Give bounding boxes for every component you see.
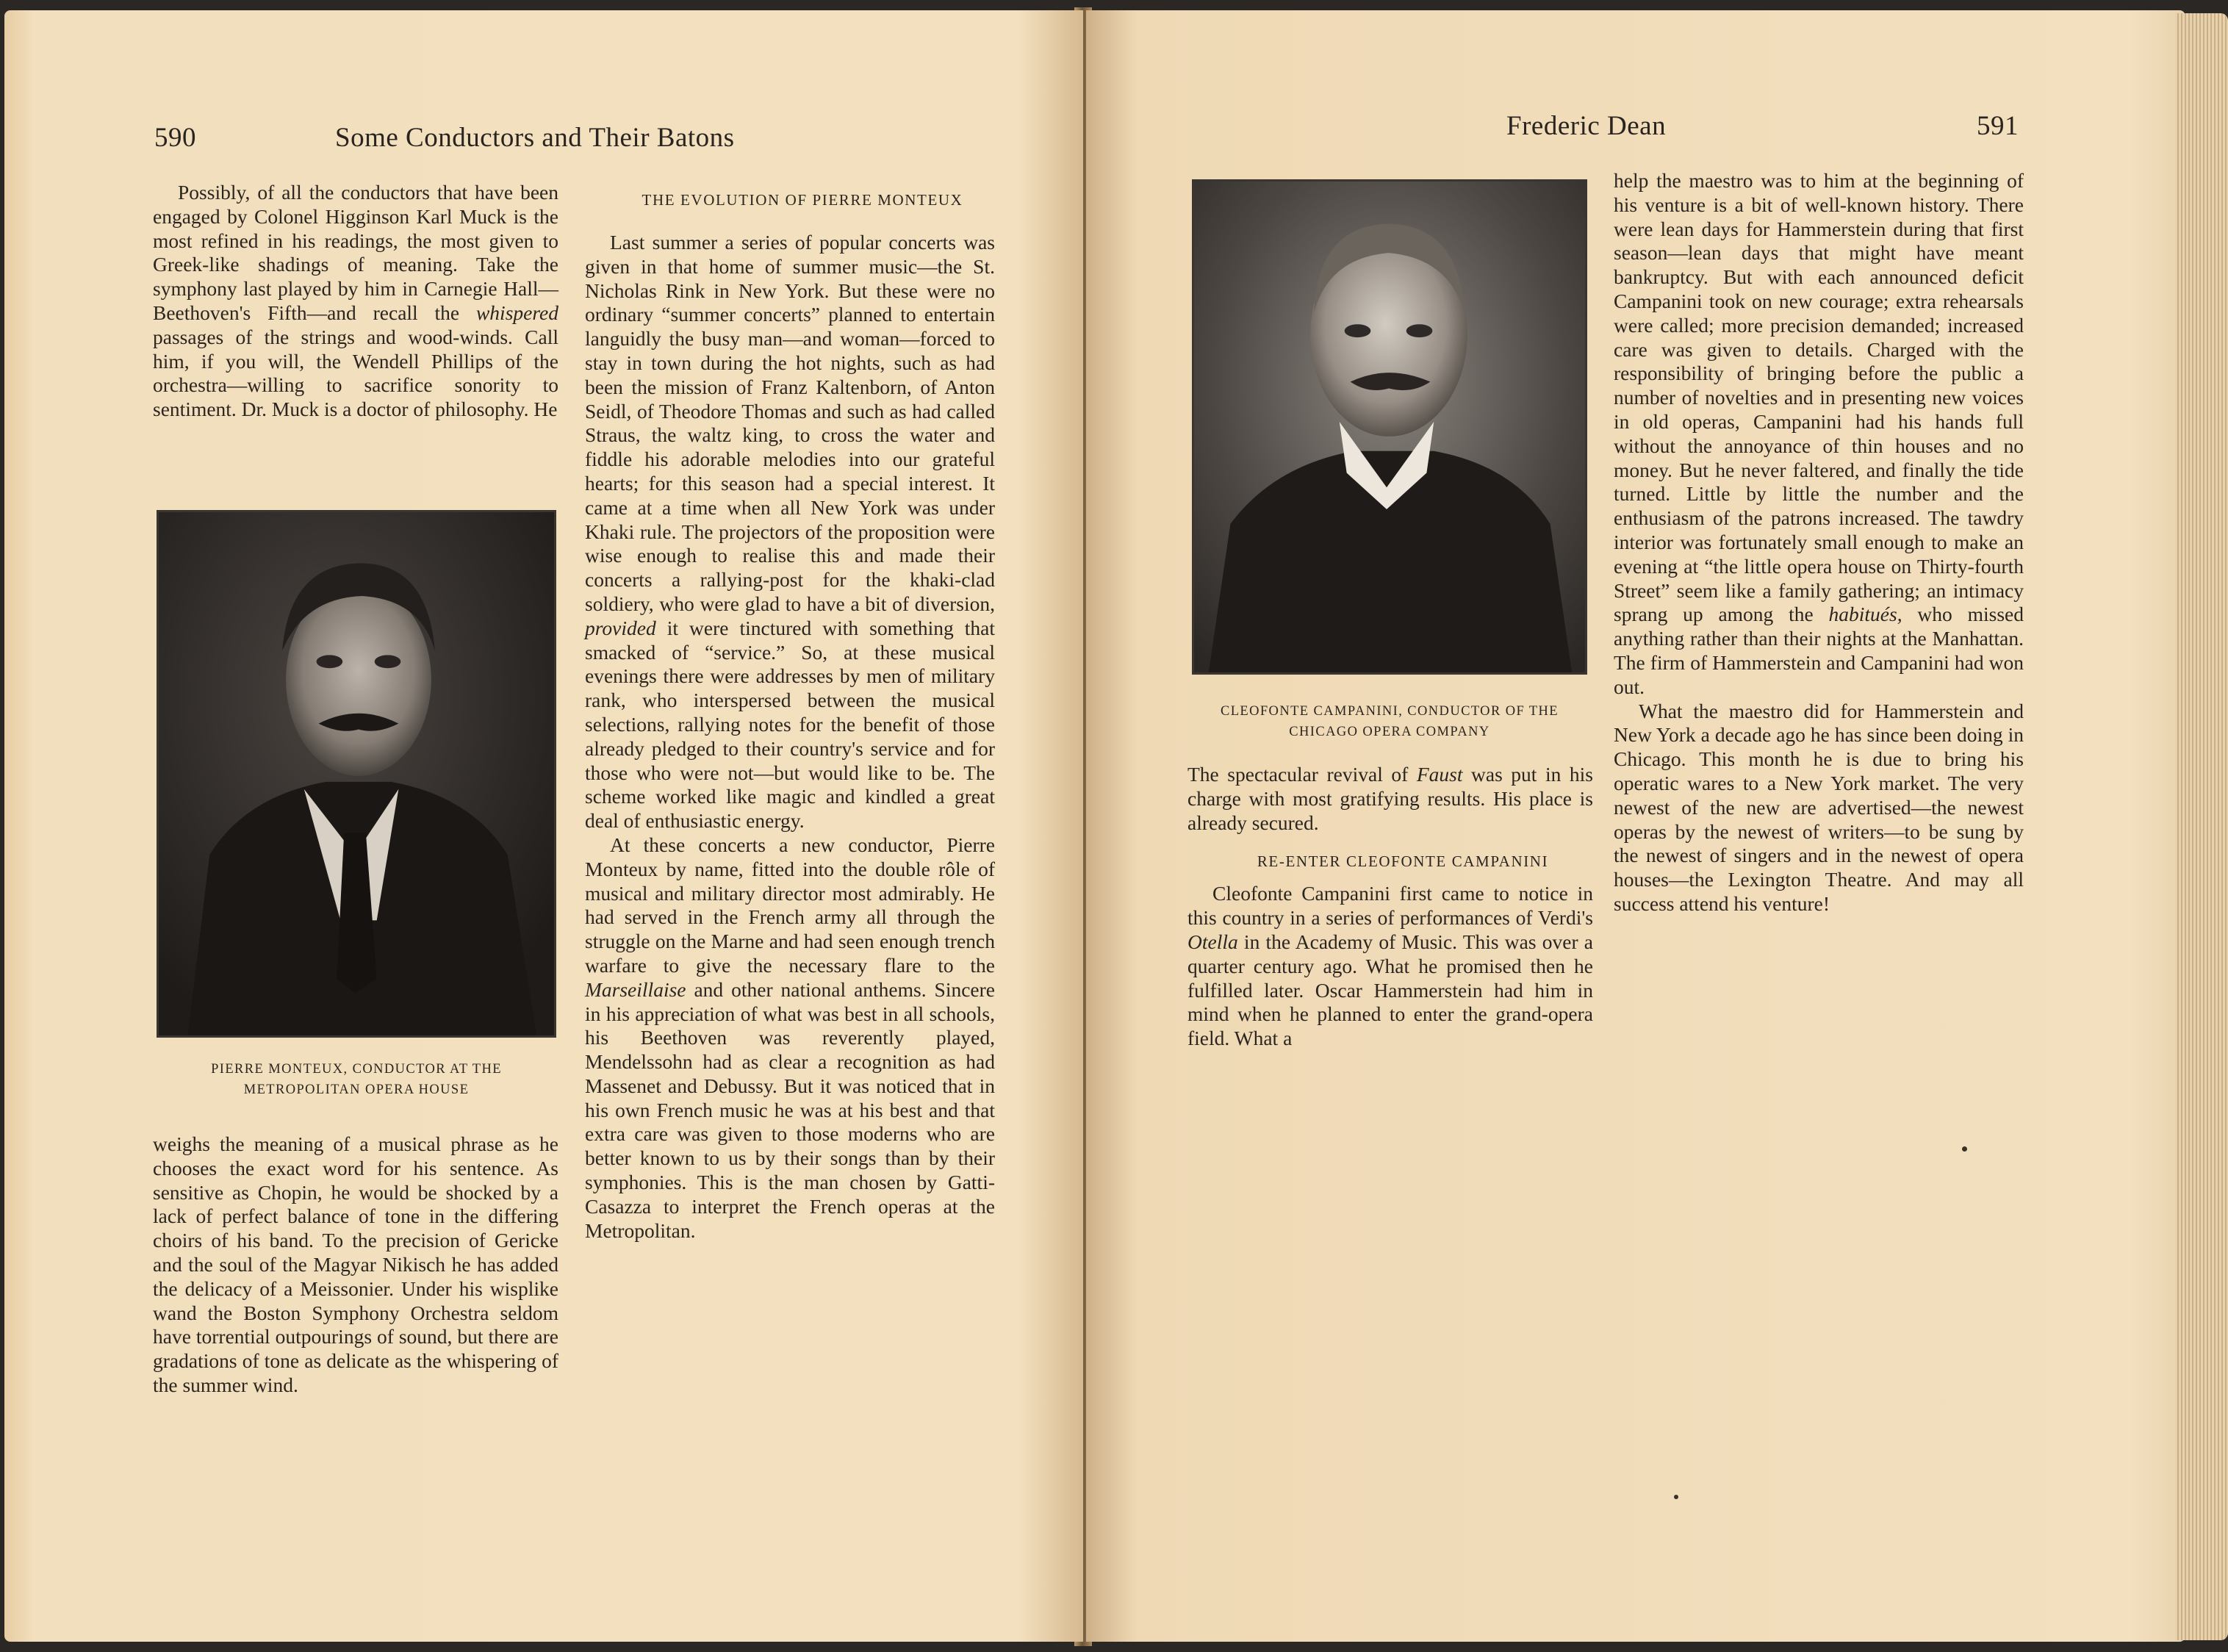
right-col2-text (1614, 169, 2024, 916)
text-run: in the Academy of Music. This was over a quarter century ago. What he promised then he fulfilled later. Oscar Hammerstein had him in mind when he planned to enter the grand-opera field. What a (1187, 930, 1593, 1050)
paragraph (1187, 763, 1593, 835)
text-run: it were tinctured with something that smacked of “service.” So, at these musical evenings there were addresses by men of military rank, who interspersed between the musical selections, rallying notes for the benefit of those already pledged to their country's service and for those who were not—but would like to be. The scheme worked like magic and kindled a great deal of enthusiastic energy. (585, 616, 995, 833)
text-run: help the maestro was to him at the beginning of his venture is a bit of well-known history. There were lean days for Hammerstein during that first season—lean days that might have meant bankruptcy. But with each announced deficit Campanini took on new courage; extra rehearsals were called; more precision demanded; increased care was given to details. Charged with the responsibility of bringing before the public a number of novelties and in presenting new voices in old operas, Campanini had his hands full without the annoyance of thin houses and no money. But he never faltered, and finally the tide turned. Little by little the number and the enthusiasm of the patrons increased. The tawdry interior was fortunately small enough to make an evening at “the little opera house on Thirty-fourth Street” seem like a family gathering; an intimacy sprang up among the (1614, 169, 2024, 626)
paper-speck (1962, 1146, 1967, 1152)
caption-pierre-monteux: PIERRE MONTEUX, CONDUCTOR AT THE METROPOLITAN OPERA HOUSE (211, 1062, 502, 1097)
page-number-right: 591 (1977, 111, 2019, 141)
page-number-left: 590 (154, 123, 196, 153)
section-heading-monteux: THE EVOLUTION OF PIERRE MONTEUX (642, 191, 963, 209)
left-col2-text (585, 188, 995, 1243)
emphasis: Marseillaise (585, 977, 686, 1001)
section-heading-campanini: RE-ENTER CLEOFONTE CAMPANINI (1257, 852, 1549, 871)
left-col1-top-text (153, 181, 558, 422)
text-run: Possibly, of all the conductors that have been engaged by Colonel Higginson Karl Muck is the most refined in his readings, the most given to Greek-like shadings of meaning. Take the symphony last played by him in Carnegie Hall—Beethoven's Fifth—and recall the (153, 181, 558, 324)
left-page (4, 10, 1083, 1642)
text-run: and other national anthems. Sincere in his appreciation of what was best in all schools, his Beethoven was reverently played, Mendelssohn had as clear a recognition as had Massenet and Debussy. But it was noticed that in his own French music he was at his best and that extra care was given to those moderns who are better known to us by their songs than by their symphonies. This is the man chosen by Gatti-Casazza to interpret the French operas at the Metropolitan. (585, 977, 995, 1242)
paragraph (1614, 169, 2024, 700)
paragraph (1187, 882, 1593, 1051)
text-run: At these concerts a new conductor, Pierre Monteux by name, fitted into the double rôle of musical and military director most admirably. He had served in the French army all through the struggle on the Marne and had seen enough trench warfare to give the necessary flare to the (585, 833, 995, 977)
text-run: was put in his charge with most gratifying results. His place is already secured. (1187, 763, 1593, 834)
text-run: The spectacular revival of (1187, 763, 1417, 786)
emphasis: Otella (1187, 930, 1238, 953)
paragraph (585, 833, 995, 1243)
photo-cleofonte-campanini (1192, 179, 1587, 675)
text-run: passages of the strings and wood-winds. Call him, if you will, the Wendell Phillips of the orchestra—willing to sacrifice sonority to sentiment. Dr. Muck is a doctor of philosophy. He (153, 325, 558, 421)
text-run: Cleofonte Campanini first came to notice in this country in a series of performances of Verdi's (1187, 882, 1593, 930)
paragraph (585, 231, 995, 833)
paper-speck (1674, 1495, 1678, 1499)
emphasis: provided (585, 616, 656, 639)
text-run: who missed anything rather than their nights at the Manhattan. The firm of Hammerstein and Campanini had won out. (1614, 603, 2024, 698)
running-head-left: Some Conductors and Their Batons (335, 123, 735, 153)
right-page (1086, 10, 2185, 1642)
paragraph: What the maestro did for Hammerstein and New York a decade ago he has since been doing in Chicago. This month he is due to bring his operatic wares to a New York market. The very newest of the new are advertised—the newest operas by the newest of writers—to be sung by the newest of singers and in the newest of opera houses—the Lexington Theatre. And may all success attend his venture! (1614, 699, 2024, 915)
page-edges (2175, 13, 2228, 1640)
paragraph: weighs the meaning of a musical phrase as he chooses the exact word for his sentence. As sensitive as Chopin, he would be shocked by a lack of perfect balance of tone in the differing choirs of his band. To the precision of Gericke and the soul of the Magyar Nikisch he has added the delicacy of a Meissonier. Under his wisplike wand the Boston Symphony Orchestra seldom have torrential outpourings of sound, but there are gradations of tone as delicate as the whispering of the summer wind. (153, 1132, 558, 1396)
caption-cleofonte-campanini: CLEOFONTE CAMPANINI, CONDUCTOR OF THE CHICAGO OPERA COMPANY (1220, 704, 1559, 739)
emphasis: whispered (475, 301, 558, 324)
left-col1-bottom-text (153, 1132, 558, 1398)
emphasis: habitués, (1828, 603, 1902, 626)
right-col1-text (1187, 763, 1593, 1051)
running-head-right: Frederic Dean (1506, 111, 1667, 141)
text-run: Last summer a series of popular concerts was given in that home of summer music—the St. Nicholas Rink in New York. But these were no ordinary “summer concerts” planned to entertain languidly the busy man—and woman—forced to stay in town during the hot nights, such as had been the mission of Franz Kaltenborn, of Anton Seidl, of Theodore Thomas and such as had called Straus, the waltz king, to cross the water and fiddle his adorable melodies into our grateful hearts; for this season had a special interest. It came at a time when all New York was under Khaki rule. The projectors of the proposition were wise enough to realise this and made their concerts a rallying-post for the khaki-clad soldiery, who were glad to have a bit of diversion, (585, 231, 995, 615)
emphasis: Faust (1416, 763, 1463, 786)
photo-pierre-monteux (157, 510, 556, 1038)
